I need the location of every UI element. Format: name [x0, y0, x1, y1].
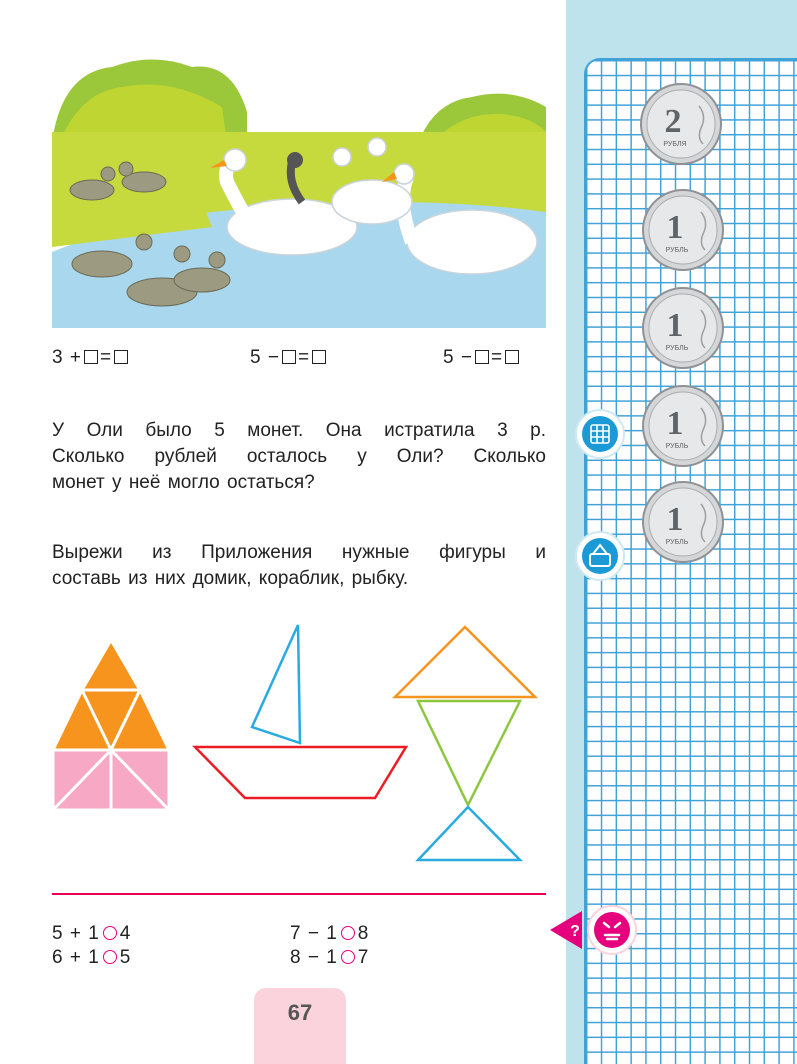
boat-figure — [195, 625, 406, 798]
compare-value: 5 — [119, 947, 132, 968]
task-line: Вырежи из Приложения нужные фигуры и — [52, 542, 546, 563]
answer-box[interactable] — [282, 350, 296, 364]
equation-operator: + — [69, 347, 82, 368]
coin-value: 1 — [666, 307, 684, 344]
compare-expression: 6 + 1 — [52, 947, 100, 968]
equation-operator: − — [460, 347, 473, 368]
coin-value: 1 — [666, 209, 684, 246]
compare-value: 7 — [357, 947, 370, 968]
compare-value: 8 — [357, 923, 370, 944]
fish-figure — [395, 627, 535, 860]
answer-box[interactable] — [84, 350, 98, 364]
answer-box[interactable] — [312, 350, 326, 364]
equation-number: 5 — [443, 347, 455, 368]
equation-operator: − — [267, 347, 280, 368]
cut-out-task — [52, 540, 546, 592]
question-mark: ? — [570, 923, 580, 940]
house-figure — [53, 640, 169, 810]
compare-expression: 5 + 1 — [52, 923, 100, 944]
equation-3 — [443, 347, 521, 369]
equation-2 — [250, 347, 328, 369]
compare-row — [290, 946, 369, 970]
coin-word-problem — [52, 418, 546, 496]
answer-box[interactable] — [114, 350, 128, 364]
coin-1-ruble — [641, 384, 725, 468]
answer-box[interactable] — [475, 350, 489, 364]
tangram-shapes — [40, 615, 540, 875]
equation-number: 5 — [250, 347, 262, 368]
page-number-tab — [254, 988, 346, 1064]
compare-column-left — [52, 922, 131, 970]
compare-value: 4 — [119, 923, 132, 944]
compare-sign-circle[interactable] — [103, 926, 117, 940]
equation-number: 3 — [52, 347, 64, 368]
compare-row — [52, 946, 131, 970]
coin-1-ruble — [641, 188, 725, 272]
coin-value: 1 — [666, 501, 684, 538]
task-line: составь из них домик, кораблик, рыбку. — [52, 568, 409, 589]
answer-box[interactable] — [505, 350, 519, 364]
compare-expression: 7 − 1 — [290, 923, 338, 944]
problem-line: Сколько рублей осталось у Оли? Сколько — [52, 446, 546, 467]
coin-label: РУБЛЬ — [665, 539, 689, 546]
page-number: 67 — [287, 1000, 313, 1025]
section-divider — [52, 893, 546, 895]
equation-1 — [52, 347, 130, 369]
equals-sign: = — [99, 347, 113, 368]
grid-task-icon — [574, 408, 626, 460]
compare-row — [52, 922, 131, 946]
compare-sign-circle[interactable] — [341, 950, 355, 964]
equals-sign: = — [297, 347, 311, 368]
coin-label: РУБЛЬ — [665, 345, 689, 352]
compare-column-right — [290, 922, 369, 970]
equals-sign: = — [490, 347, 504, 368]
coin-value: 2 — [664, 103, 682, 140]
coin-1-ruble — [641, 286, 725, 370]
coin-label: РУБЛЬ — [665, 247, 689, 254]
compare-sign-circle[interactable] — [103, 950, 117, 964]
coin-label: РУБЛЯ — [663, 141, 687, 148]
question-challenge-icon — [548, 903, 640, 957]
compare-row — [290, 922, 369, 946]
scissors-cutout-icon — [574, 530, 626, 582]
coin-label: РУБЛЬ — [665, 443, 689, 450]
compare-sign-circle[interactable] — [341, 926, 355, 940]
swans-ducks-illustration — [52, 52, 546, 328]
compare-expression: 8 − 1 — [290, 947, 338, 968]
problem-line: монет у неё могло остаться? — [52, 472, 315, 493]
coin-1-ruble — [641, 480, 725, 564]
problem-line: У Оли было 5 монет. Она истратила 3 р. — [52, 420, 546, 441]
coin-value: 1 — [666, 405, 684, 442]
coin-2-rubles — [639, 82, 723, 166]
